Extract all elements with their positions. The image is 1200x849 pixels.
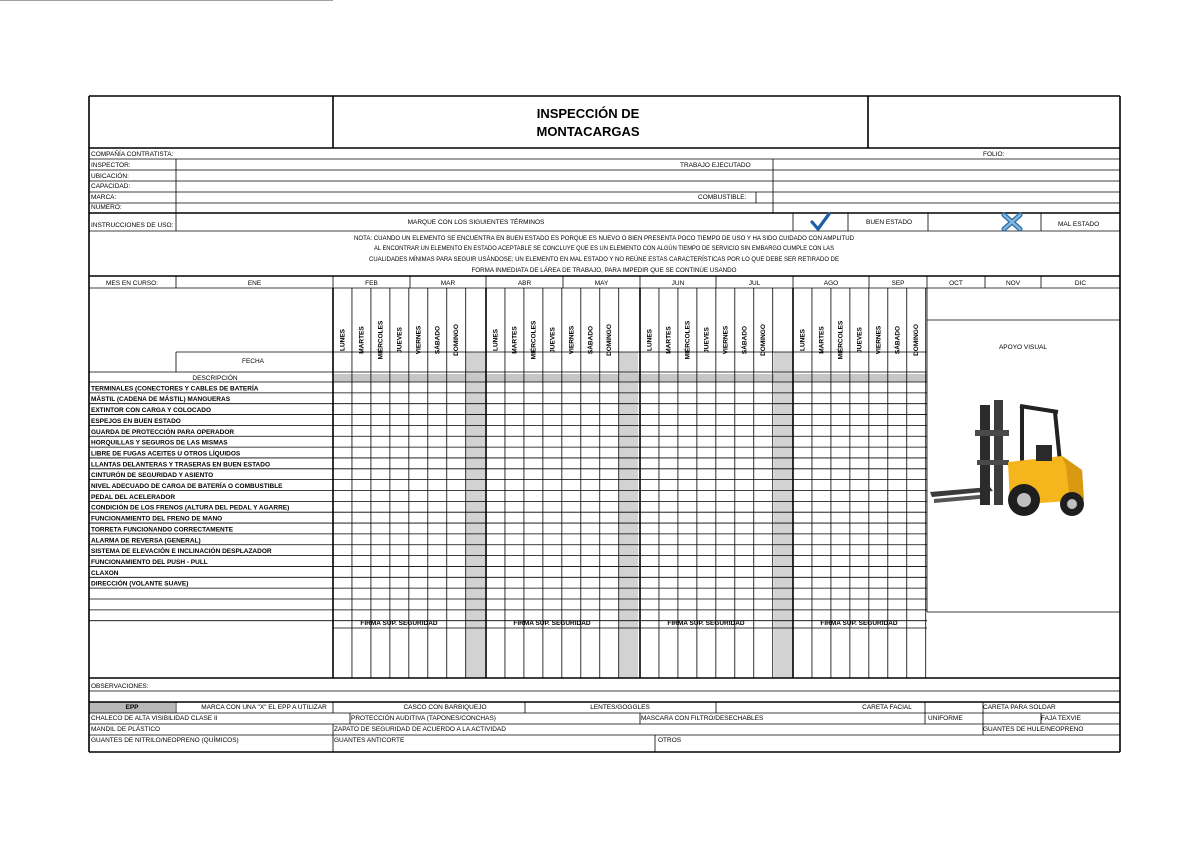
day-label-b2-6: DOMINGO xyxy=(760,324,768,356)
day-label-b0-4: VIERNES xyxy=(415,325,423,355)
day-label-b2-0: LUNES xyxy=(646,328,654,352)
buen-estado-label: BUEN ESTADO xyxy=(866,219,913,226)
epp-chaleco: CHALECO DE ALTA VISIBILIDAD CLASE II xyxy=(91,715,218,722)
item-row-5: HORQUILLAS Y SEGUROS DE LAS MISMAS xyxy=(91,439,228,447)
mes-label: MES EN CURSO: xyxy=(105,280,159,287)
month-label-11: DIC xyxy=(1074,280,1087,287)
day-label-b1-6: DOMINGO xyxy=(606,324,614,356)
trabajo-label: TRABAJO EJECUTADO xyxy=(680,162,751,169)
firma-label-2: FIRMA SUP. SEGURIDAD xyxy=(667,620,745,627)
day-label-b3-1: MARTES xyxy=(818,326,826,354)
epp-label: EPP xyxy=(125,704,139,711)
forklift-icon xyxy=(930,400,1084,516)
epp-mandil: MANDIL DE PLÁSTICO xyxy=(91,726,161,733)
marque-label: MARQUE CON LOS SIGUIENTES TÉRMINOS xyxy=(407,219,545,226)
epp-fajatex: FAJA TEXVIE xyxy=(1041,715,1081,722)
item-row-13: TORRETA FUNCIONANDO CORRECTAMENTE xyxy=(91,526,234,534)
day-label-b1-2: MIÉRCOLES xyxy=(530,320,538,360)
day-label-b2-4: VIERNES xyxy=(722,325,730,355)
day-label-b3-2: MIÉRCOLES xyxy=(837,320,845,360)
item-row-10: PEDAL DEL ACELERADOR xyxy=(91,493,176,501)
note-line-1: NOTA: CUANDO UN ELEMENTO SE ENCUENTRA EN BUEN ESTADO ES PORQUE ES NUEVO O BIEN PRESENTA POCO TIEMPO DE USO Y HA SIDO CUIDADO CON AMPLITUD xyxy=(354,235,855,242)
epp-guantes-hule: GUANTES DE HULE/NEOPRENO xyxy=(983,726,1084,733)
item-row-11: CONDICIÓN DE LOS FRENOS (ALTURA DEL PEDAL Y AGARRE) xyxy=(91,504,290,512)
item-row-0: TERMINALES (CONECTORES Y CABLES DE BATERÍA xyxy=(91,385,259,393)
separator-column-sig-2 xyxy=(774,622,793,678)
day-label-b3-0: LUNES xyxy=(799,328,807,352)
day-label-b0-6: DOMINGO xyxy=(453,324,461,356)
epp-otros: OTROS xyxy=(658,737,682,744)
day-label-b1-3: JUEVES xyxy=(549,327,557,353)
firma-label-0: FIRMA SUP. SEGURIDAD xyxy=(360,620,438,627)
checkmark-icon xyxy=(812,214,829,229)
month-label-0: ENE xyxy=(247,280,262,287)
item-row-16: FUNCIONAMIENTO DEL PUSH - PULL xyxy=(91,558,208,566)
item-row-1: MÁSTIL (CADENA DE MÁSTIL) MANGUERAS xyxy=(91,396,231,404)
day-label-b0-1: MARTES xyxy=(358,326,366,354)
day-label-b2-1: MARTES xyxy=(665,326,673,354)
instrucciones-label: INSTRUCCIONES DE USO: xyxy=(91,222,174,229)
day-label-b1-0: LUNES xyxy=(492,328,500,352)
marca-label: MARCA: xyxy=(91,194,117,201)
page-title: INSPECCIÓN DE xyxy=(536,106,640,121)
ubicacion-label: UBICACIÓN: xyxy=(91,173,129,180)
epp-zapato: ZAPATO DE SEGURIDAD DE ACUERDO A LA ACTIVIDAD xyxy=(334,726,506,733)
x-mark-icon xyxy=(1004,215,1020,229)
day-label-b2-3: JUEVES xyxy=(703,327,711,353)
item-row-2: EXTINTOR CON CARGA Y COLOCADO xyxy=(91,407,212,415)
item-row-12: FUNCIONAMIENTO DEL FRENO DE MANO xyxy=(91,515,223,523)
epp-careta-soldar: CARETA PARA SOLDAR xyxy=(983,704,1056,711)
day-label-b3-5: SÁBADO xyxy=(894,325,902,355)
item-row-18: DIRECCIÓN (VOLANTE SUAVE) xyxy=(91,580,189,588)
month-label-6: JUL xyxy=(748,280,761,287)
apoyo-visual-label: APOYO VISUAL xyxy=(998,344,1048,351)
day-label-b0-2: MIÉRCOLES xyxy=(377,320,385,360)
fecha-label: FECHA xyxy=(241,358,265,365)
descripcion-stripe xyxy=(333,374,927,382)
day-label-b1-1: MARTES xyxy=(511,326,519,354)
day-label-b3-4: VIERNES xyxy=(875,325,883,355)
firma-label-1: FIRMA SUP. SEGURIDAD xyxy=(513,620,591,627)
epp-careta: CARETA FACIAL xyxy=(862,704,912,711)
day-label-b3-6: DOMINGO xyxy=(913,324,921,356)
firma-label-3: FIRMA SUP. SEGURIDAD xyxy=(820,620,898,627)
month-label-4: MAY xyxy=(594,280,609,287)
month-label-9: OCT xyxy=(949,280,963,287)
month-label-7: AGO xyxy=(823,280,839,287)
epp-marca-label: MARCA CON UNA "X" EL EPP A UTILIZAR xyxy=(201,704,327,711)
month-label-8: SEP xyxy=(891,280,905,287)
note-line-3: CUALIDADES MÍNIMAS PARA SEGUIR USÁNDOSE; UN ELEMENTO EN MAL ESTADO Y NO REÚNE ESTAS CARACTERÍSTICAS POR LO QUE DEBE SER RETIRADO DE xyxy=(369,256,879,263)
epp-casco: CASCO CON BARBIQUEJO xyxy=(403,704,487,711)
descripcion-label: DESCRIPCIÓN xyxy=(192,375,238,382)
day-label-b0-0: LUNES xyxy=(339,328,347,352)
epp-uniforme: UNIFORME xyxy=(928,715,963,722)
item-row-8: CINTURÓN DE SEGURIDAD Y ASIENTO xyxy=(91,472,214,480)
day-label-b2-2: MIÉRCOLES xyxy=(684,320,692,360)
combustible-label: COMBUSTIBLE: xyxy=(698,194,747,201)
month-label-1: FEB xyxy=(365,280,378,287)
capacidad-label: CAPACIDAD: xyxy=(91,183,131,190)
epp-proteccion: PROTECCIÓN AUDITIVA (TAPONES/CONCHAS) xyxy=(351,715,496,722)
compania-label: COMPAÑÍA CONTRATISTA: xyxy=(91,151,174,158)
separator-column-sig-0 xyxy=(466,622,485,678)
item-row-4: GUARDA DE PROTECCIÓN PARA OPERADOR xyxy=(91,428,235,436)
month-label-3: ABR xyxy=(517,280,532,287)
form-generated-text xyxy=(91,280,1086,627)
note-line-2: AL ENCONTRAR UN ELEMENTO EN ESTADO ACEPTABLE SE CONCLUYE QUE ES UN ELEMENTO CON ALGÚN TIEMPO DE SERVICIO SIN EMBARGO CUMPLE CON LAS xyxy=(374,245,893,252)
observaciones-label: OBSERVACIONES: xyxy=(91,683,149,690)
day-label-b1-5: SÁBADO xyxy=(587,325,595,355)
epp-guantes-anticorte: GUANTES ANTICORTE xyxy=(334,737,405,744)
month-label-10: NOV xyxy=(1005,280,1021,287)
mal-estado-label: MAL ESTADO xyxy=(1058,221,1100,228)
item-row-15: SISTEMA DE ELEVACIÓN E INCLINACIÓN DESPLAZADOR xyxy=(91,548,272,556)
note-line-4: FORMA INMEDIATA DE LÁREA DE TRABAJO, PARA IMPEDIR QUE SE CONTINÚE USANDO xyxy=(471,267,748,274)
epp-mascara: MASCARA CON FILTRO/DESECHABLES xyxy=(641,715,764,722)
item-row-17: CLAXON xyxy=(91,569,119,577)
numero-label: NUMERO: xyxy=(91,204,122,211)
item-row-3: ESPEJOS EN BUEN ESTADO xyxy=(91,417,181,425)
day-label-b0-5: SÁBADO xyxy=(434,325,442,355)
day-label-b0-3: JUEVES xyxy=(396,327,404,353)
month-label-2: MAR xyxy=(440,280,456,287)
day-label-b3-3: JUEVES xyxy=(856,327,864,353)
day-label-b2-5: SÁBADO xyxy=(741,325,749,355)
separator-column-sig-1 xyxy=(619,622,638,678)
item-row-6: LIBRE DE FUGAS ACEITES U OTROS LÍQUIDOS xyxy=(91,450,241,458)
item-row-14: ALARMA DE REVERSA (GENERAL) xyxy=(91,537,201,545)
epp-lentes: LENTES/GOGGLES xyxy=(590,704,650,711)
item-row-9: NIVEL ADECUADO DE CARGA DE BATERÍA O COMBUSTIBLE xyxy=(91,483,283,490)
folio-label: FOLIO: xyxy=(983,151,1005,158)
month-label-5: JUN xyxy=(671,280,685,287)
day-label-b1-4: VIERNES xyxy=(568,325,576,355)
epp-guantes-nitrilo: GUANTES DE NITRILO/NEOPRENO (QUÍMICOS) xyxy=(91,737,239,744)
inspector-label: INSPECTOR: xyxy=(91,162,131,169)
page-title-line2: MONTACARGAS xyxy=(536,124,640,139)
item-row-7: LLANTAS DELANTERAS Y TRASERAS EN BUEN ESTADO xyxy=(91,461,271,469)
